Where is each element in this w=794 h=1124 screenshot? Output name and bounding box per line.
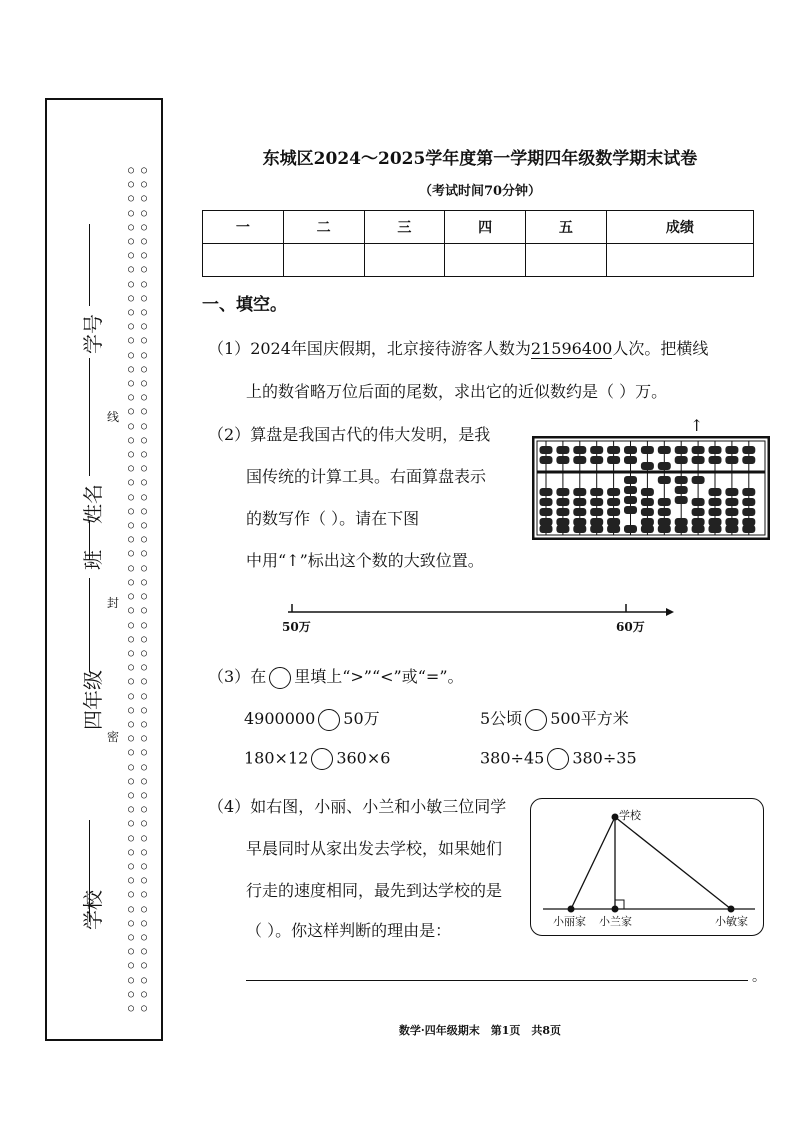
q2-text: 算盘是我国古代的伟大发明，是我 bbox=[250, 425, 491, 444]
q3-pair-2 bbox=[480, 706, 629, 731]
circle-blank-icon bbox=[269, 667, 291, 689]
id-label: 学号 bbox=[81, 314, 105, 354]
score-header: 一 bbox=[203, 211, 284, 244]
compare-circle[interactable] bbox=[318, 709, 340, 731]
diagram-home-xiaoli: 小丽家 bbox=[553, 915, 586, 928]
score-header: 四 bbox=[445, 211, 526, 244]
numberline-label-left: 50万 bbox=[282, 620, 311, 634]
score-cell[interactable] bbox=[445, 244, 526, 277]
score-header: 三 bbox=[364, 211, 445, 244]
q1-underlined-number: 21596400 bbox=[530, 339, 613, 358]
class-label: 班 bbox=[81, 550, 105, 570]
diagram-home-xiaomin: 小敏家 bbox=[715, 915, 748, 928]
section-heading: 一、填空。 bbox=[202, 295, 287, 315]
q3-pair-3 bbox=[244, 748, 390, 770]
page-footer: 数学·四年级期末 第1页 共8页 bbox=[398, 1024, 562, 1037]
q3-left: 380÷45 bbox=[480, 748, 545, 768]
abacus-image bbox=[532, 436, 770, 544]
q3-left: 5公顷 bbox=[480, 709, 523, 728]
score-cell[interactable] bbox=[283, 244, 364, 277]
q3-right: 360×6 bbox=[336, 748, 391, 768]
score-cell[interactable] bbox=[606, 244, 753, 277]
q2-line3: 的数写作（ ）。请在下图 bbox=[246, 509, 420, 528]
q4-line3: 行走的速度相同，最先到达学校的是 bbox=[246, 881, 503, 900]
q2-line4: 中用“↑”标出这个数的大致位置。 bbox=[246, 551, 484, 570]
q4-line1 bbox=[208, 794, 506, 817]
seal-circles-left: ○ ○ ○ ○ ○ ○ ○ ○ ○ ○ ○ ○ ○ ○ ○ ○ ○ ○ ○ ○ ○ ○ ○ ○ ○ ○ ○ ○ ○ ○ ○ ○ ○ ○ ○ ○ ○ ○ ○ ○ ○ ○ ○ ○ ○ ○ ○ ○ ○ ○ ○ ○ ○ ○ ○ ○ ○ ○ ○ ○ bbox=[128, 165, 135, 1014]
name-field[interactable] bbox=[89, 358, 90, 476]
q3-intro bbox=[208, 664, 464, 689]
q4-answer-line[interactable] bbox=[246, 980, 748, 981]
q2-line1 bbox=[208, 422, 490, 445]
q1-line2: 上的数省略万位后面的尾数，求出它的近似数约是（ ）万。 bbox=[246, 382, 668, 401]
q3-pair-1 bbox=[244, 706, 380, 731]
seal-char-mi: 密 bbox=[107, 730, 120, 744]
seal-char-feng: 封 bbox=[107, 596, 120, 610]
diagram-school-label: 学校 bbox=[619, 809, 641, 822]
binding-strip bbox=[45, 98, 163, 1041]
q3-right: 50万 bbox=[343, 709, 380, 728]
q4-text: 如右图，小丽、小兰和小敏三位同学 bbox=[250, 797, 507, 816]
school-field[interactable] bbox=[89, 820, 90, 922]
id-field[interactable] bbox=[89, 224, 90, 306]
compare-circle[interactable] bbox=[547, 748, 569, 770]
q3-left: 180×12 bbox=[244, 748, 309, 768]
q2-line2: 国传统的计算工具。右面算盘表示 bbox=[246, 467, 487, 486]
exam-duration: （考试时间70分钟） bbox=[418, 184, 542, 199]
q4-end-mark: 。 bbox=[752, 969, 766, 985]
score-header: 五 bbox=[526, 211, 607, 244]
compare-circle[interactable] bbox=[525, 709, 547, 731]
q1-number: （1） bbox=[208, 339, 251, 358]
abacus-arrow-icon: ↑ bbox=[690, 416, 704, 435]
school-label: 学校 bbox=[81, 890, 105, 930]
q3-pair-4 bbox=[480, 748, 637, 770]
name-label: 姓名 bbox=[81, 484, 105, 524]
q3-text-post: 里填上“>”“<”或“=”。 bbox=[294, 667, 464, 686]
score-cell[interactable] bbox=[203, 244, 284, 277]
q4-line4: （ ）。你这样判断的理由是： bbox=[246, 921, 452, 940]
q3-left: 4900000 bbox=[244, 709, 316, 728]
seal-char-xian: 线 bbox=[107, 410, 120, 424]
q3-right: 380÷35 bbox=[572, 748, 637, 768]
score-table bbox=[202, 210, 754, 277]
score-header: 成绩 bbox=[606, 211, 753, 244]
numberline-label-right: 60万 bbox=[616, 620, 645, 634]
q4-line2: 早晨同时从家出发去学校，如果她们 bbox=[246, 839, 503, 858]
route-diagram bbox=[530, 798, 764, 936]
grade-field[interactable] bbox=[89, 578, 90, 672]
diagram-home-xiaolan: 小兰家 bbox=[599, 915, 632, 928]
score-cell[interactable] bbox=[364, 244, 445, 277]
q2-number: （2） bbox=[208, 425, 251, 444]
score-table-input-row bbox=[203, 244, 754, 277]
class-field[interactable] bbox=[89, 520, 90, 560]
q1-text-post: 人次。把横线 bbox=[612, 339, 709, 358]
page-title: 东城区2024～2025学年度第一学期四年级数学期末试卷 bbox=[262, 149, 698, 169]
q3-right: 500平方米 bbox=[550, 709, 629, 728]
seal-circles-right: ○ ○ ○ ○ ○ ○ ○ ○ ○ ○ ○ ○ ○ ○ ○ ○ ○ ○ ○ ○ ○ ○ ○ ○ ○ ○ ○ ○ ○ ○ ○ ○ ○ ○ ○ ○ ○ ○ ○ ○ ○ ○ ○ ○ ○ ○ ○ ○ ○ ○ ○ ○ ○ ○ ○ ○ ○ ○ ○ ○ bbox=[141, 165, 148, 1014]
grade-label: 四年级 bbox=[81, 670, 105, 730]
q4-number: （4） bbox=[208, 797, 251, 816]
score-header: 二 bbox=[283, 211, 364, 244]
q3-text-pre: 在 bbox=[250, 667, 267, 686]
q1-line1 bbox=[208, 336, 708, 359]
q3-number: （3） bbox=[208, 667, 251, 686]
compare-circle[interactable] bbox=[311, 748, 333, 770]
score-cell[interactable] bbox=[526, 244, 607, 277]
score-table-header-row bbox=[203, 211, 754, 244]
q1-text-pre: 2024年国庆假期，北京接待游客人数为 bbox=[250, 339, 531, 358]
